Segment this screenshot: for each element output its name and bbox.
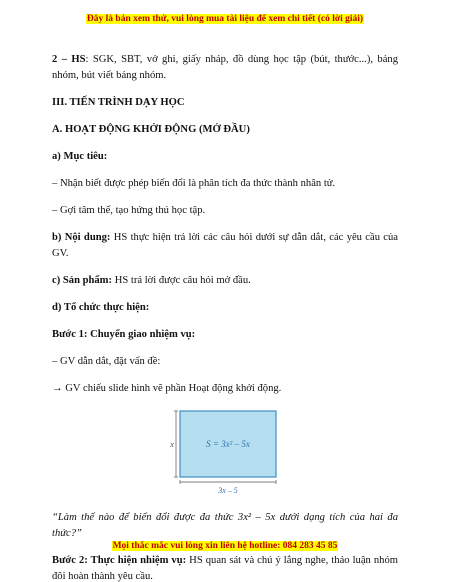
document-body [52,52,398,582]
hs-text: : SGK, SBT, vở ghi, giấy nháp, đồ dùng học tập (bút, thước...), bảng nhóm, bút viết bảng nhóm. [52,54,398,81]
san-pham-label: c) Sản phẩm: [52,275,113,286]
noi-dung [52,230,398,262]
header-notice [0,14,450,24]
to-chuc-label: d) Tổ chức thực hiện: [52,302,150,313]
section-a-heading: A. HOẠT ĐỘNG KHỞI ĐỘNG (MỞ ĐẦU) [52,124,250,135]
buoc2-label: Bước 2: Thực hiện nhiệm vụ: [52,555,187,566]
footer-notice-text: Mọi thắc mắc vui lòng xin liên hệ hotline: 084 283 45 85 [112,541,338,551]
muc-tieu-item: – Gợi tâm thế, tạo hứng thú học tập. [52,205,206,216]
header-notice-text: Đây là bản xem thử, vui lòng mua tài liệu để xem chi tiết (có lời giải) [86,14,364,24]
rectangle-figure [52,409,398,499]
buoc2 [52,553,398,582]
muc-tieu-label: a) Mục tiêu: [52,151,108,162]
buoc1-item: – GV dẫn dắt, đặt vấn đề: [52,356,161,367]
buoc1-item: → GV chiếu slide hình vẽ phần Hoạt động khởi động. [52,383,282,394]
rectangle-diagram [170,409,280,497]
san-pham-text: HS trả lời được câu hỏi mở đầu. [112,275,251,286]
noi-dung-label: b) Nội dung: [52,232,111,243]
buoc2-text: HS quan sát và chú ý lắng nghe, thảo luận nhóm đôi hoàn thành yêu cầu. [52,555,398,582]
section-iii-heading: III. TIẾN TRÌNH DẠY HỌC [52,97,185,108]
bottom-label: 3x – 5 [218,486,238,495]
san-pham [52,273,398,289]
buoc1-label: Bước 1: Chuyển giao nhiệm vụ: [52,329,196,340]
muc-tieu-item: – Nhận biết được phép biến đổi là phân tích đa thức thành nhân tử. [52,178,336,189]
footer-notice [0,541,450,551]
noi-dung-text: HS thực hiện trả lời các câu hỏi dưới sự dẫn dắt, các yêu cầu của GV. [52,232,399,259]
hs-label: 2 – HS [52,54,86,65]
hs-materials [52,52,398,84]
side-label-x: x [170,440,174,449]
area-label: S = 3x² – 5x [206,439,250,449]
opening-question: “Làm thế nào để biến đổi được đa thức 3x² – 5x dưới dạng tích của hai đa thức?” [52,512,398,539]
